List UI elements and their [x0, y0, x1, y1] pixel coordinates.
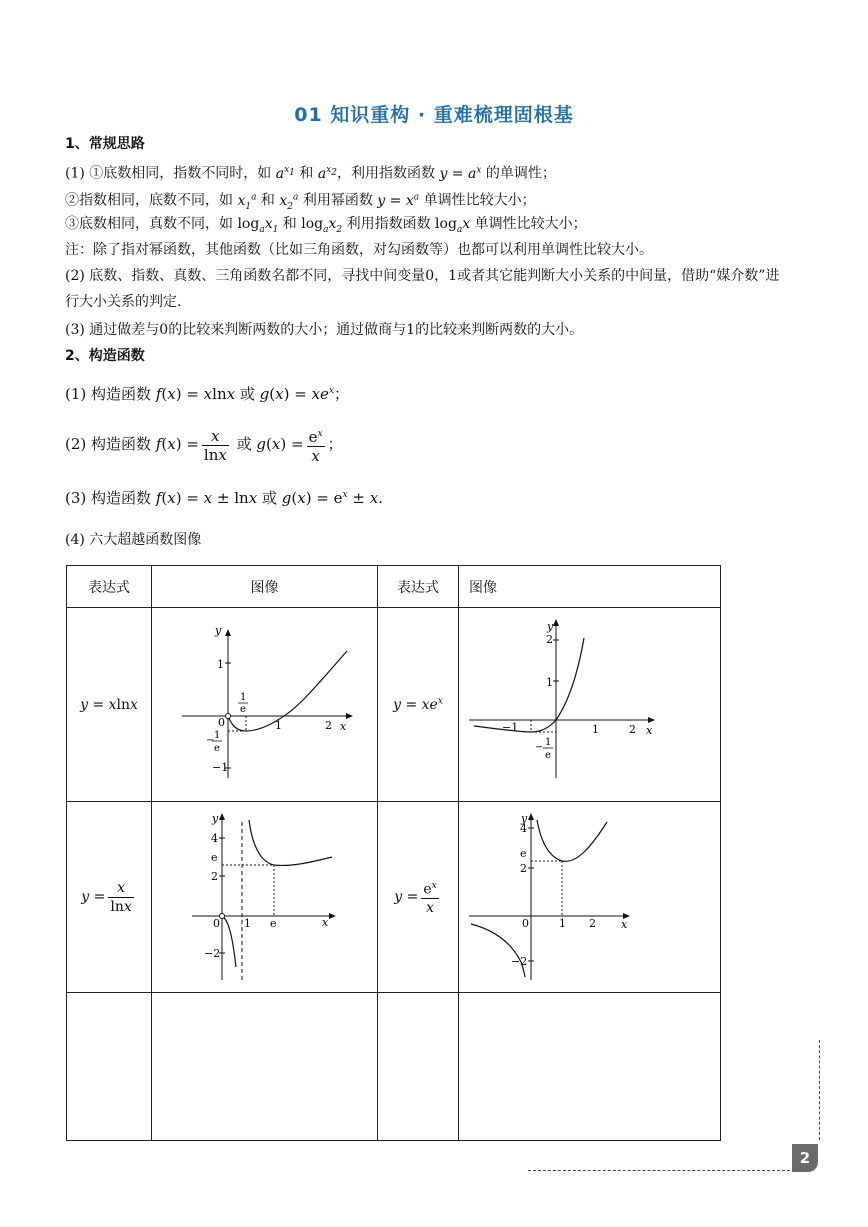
formula-log-x1: $\log_ax_1$	[237, 216, 279, 235]
tick-y-neg1: −1	[212, 761, 229, 774]
graph-ex-over-x-svg	[459, 802, 720, 988]
graph-x-over-lnx	[152, 802, 378, 993]
tick-1: 1	[559, 917, 566, 930]
frac-1e-den: e	[240, 704, 246, 715]
tick-y-neg2: −2	[204, 947, 221, 960]
tick-y1: 1	[217, 658, 224, 671]
formula-x2-a: $x_2^a$	[279, 192, 299, 212]
label-origin: 0	[218, 716, 225, 729]
rule-3-text-a: ③底数相同，真数不同，如	[65, 216, 233, 232]
label-x: x	[646, 724, 653, 737]
empty-cell	[152, 993, 378, 1141]
graph-xex-svg	[459, 608, 720, 797]
frac-neg1e-minus: −	[206, 735, 215, 746]
header-expression-1: 表达式	[67, 566, 152, 608]
page-number: 2	[792, 1144, 818, 1172]
label-y: y	[547, 620, 554, 633]
rule-1-text-c: ，利用指数函数	[336, 165, 435, 182]
construct-2-text-c: ；	[327, 435, 343, 453]
tick-y2: 2	[211, 870, 218, 883]
formula-f-xlnx: f(x) = xlnx	[155, 385, 236, 403]
formula-power-function: $y = x^a$	[377, 192, 420, 209]
curve-right-branch	[537, 820, 607, 861]
formula-a-x1: $a^{x_1}$	[275, 165, 295, 182]
label-y: y	[521, 812, 528, 825]
formula-f-x-over-lnx: f(x) = $\frac{x}{\ln x}$	[155, 426, 227, 464]
tick-y-e: e	[211, 851, 218, 864]
tick-y-neg2: −2	[511, 955, 528, 968]
curve-left-branch	[222, 916, 236, 967]
rule-3	[65, 214, 587, 240]
graph-x-over-lnx-svg	[152, 802, 377, 988]
graph-xex	[459, 608, 721, 802]
tick-neg1: −1	[502, 721, 519, 734]
header-graph-2: 图像	[459, 566, 721, 608]
frac-neg1e-minus: −	[535, 742, 544, 753]
frac-neg1e-num: 1	[545, 737, 552, 748]
expr-xlnx: y = xlnx	[67, 608, 152, 802]
label-x: x	[340, 720, 347, 733]
open-point	[226, 714, 231, 719]
rule-2	[65, 187, 536, 216]
label-x: x	[322, 916, 329, 929]
graph-ex-over-x	[459, 802, 721, 993]
frac-1e-num: 1	[240, 692, 247, 703]
formula-g-xex: $g(x) = xe^x$	[259, 385, 334, 403]
curve-left-branch	[471, 924, 528, 977]
rule-p3: (3) 通过做差与0的比较来判断两数的大小；通过做商与1的比较来判断两数的大小。	[65, 322, 584, 338]
header-graph-1: 图像	[152, 566, 378, 608]
formula-exp-function: $y = a^x$	[439, 165, 482, 182]
frac-neg1e-den: e	[214, 743, 220, 754]
graph-xlnx-svg	[152, 608, 377, 797]
tick-y4: 4	[520, 822, 527, 835]
curve-xex	[474, 638, 584, 732]
frac-neg1e-den: e	[545, 750, 551, 761]
rule-1	[65, 160, 556, 184]
page-corner-dash-horizontal	[528, 1170, 790, 1171]
tick-y2: 2	[546, 633, 553, 646]
page-corner-dash-vertical	[819, 1040, 820, 1140]
rule-1-text-b: 和	[299, 165, 314, 182]
table-row	[67, 608, 721, 802]
formula-g-ex-pm-x: $g(x) = e^x \pm x$	[281, 489, 379, 507]
formula-a-x2: $a^{x_2}$	[317, 165, 337, 182]
table-header-row	[67, 566, 721, 608]
tick-e: e	[270, 917, 277, 930]
tick-y-e: e	[520, 847, 527, 860]
rule-3-text-b: 和	[282, 216, 297, 232]
label-y: y	[212, 812, 219, 825]
curve-right-branch	[249, 820, 332, 865]
rule-2-text-c: 利用幂函数	[302, 192, 373, 209]
expr-x-over-lnx: y = $\frac{x}{\ln x}$	[67, 802, 152, 993]
tick-1: 1	[244, 917, 251, 930]
rule-p2-line2: 行大小关系的判定.	[65, 294, 182, 310]
rule-1-text-a: (1) ①底数相同，指数不同时，如	[65, 165, 272, 182]
formula-x1-a: $x_1^a$	[237, 192, 257, 212]
label-x: x	[621, 918, 628, 931]
rule-1-text-d: 的单调性；	[485, 165, 556, 182]
section2-heading: 2、构造函数	[65, 348, 145, 364]
construct-2-text-a: (2) 构造函数	[65, 435, 152, 453]
open-point	[220, 914, 225, 919]
construct-2-text-b: 或	[236, 435, 252, 453]
rule-p2-line1: (2) 底数、指数、真数、三角函数名都不同，寻找中间变量0，1或者其它能判断大小关系的中间量，借助“媒介数”进	[65, 268, 780, 284]
label-origin: 0	[522, 917, 529, 930]
construct-1-text-c: ；	[333, 385, 349, 403]
page-title: 01 知识重构 · 重难梳理固根基	[294, 104, 574, 126]
tick-y1: 1	[546, 676, 553, 689]
rule-2-text-a: ②指数相同，底数不同，如	[65, 192, 233, 209]
rule-2-text-b: 和	[260, 192, 275, 209]
graph-xlnx	[152, 608, 378, 802]
tick-1: 1	[592, 723, 599, 736]
empty-cell	[378, 993, 459, 1141]
construct-1-text-a: (1) 构造函数	[65, 385, 152, 403]
tick-y2: 2	[520, 862, 527, 875]
empty-cell	[459, 993, 721, 1141]
tick-2: 2	[629, 723, 636, 736]
construct-4: (4) 六大超越函数图像	[65, 532, 202, 548]
rule-2-text-d: 单调性比较大小；	[423, 192, 536, 209]
tick-1: 1	[275, 719, 282, 732]
header-expression-2: 表达式	[378, 566, 459, 608]
expr-ex-over-x: y = $\frac{e^x}{x}$	[378, 802, 459, 993]
formula-f-x-pm-lnx: f(x) = x ± lnx	[155, 489, 258, 507]
label-y: y	[215, 624, 222, 637]
construct-3-text-c: .	[378, 489, 383, 507]
section1-heading: 1、常规思路	[65, 136, 145, 152]
construct-3-text-b: 或	[261, 489, 277, 507]
construct-3	[65, 485, 383, 508]
table-row	[67, 802, 721, 993]
tick-y4: 4	[211, 832, 218, 845]
construct-1-text-b: 或	[239, 385, 255, 403]
construct-3-text-a: (3) 构造函数	[65, 489, 152, 507]
empty-cell	[67, 993, 152, 1141]
tick-2: 2	[589, 917, 596, 930]
table-row-empty	[67, 993, 721, 1141]
formula-log-function: $\log_ax$	[435, 216, 471, 235]
rule-3-text-d: 单调性比较大小；	[474, 216, 587, 232]
construct-1	[65, 381, 349, 404]
formula-g-ex-over-x: g(x) = $\frac{e^x}{x}$	[256, 435, 327, 453]
formula-log-x2: $\log_ax_2$	[301, 216, 343, 235]
construct-2	[65, 424, 343, 465]
tick-2: 2	[325, 719, 332, 732]
function-graph-table	[66, 565, 721, 1141]
note-line: 注：除了指对幂函数，其他函数（比如三角函数，对勾函数等）也都可以利用单调性比较大小。	[65, 242, 653, 258]
rule-3-text-c: 利用指数函数	[346, 216, 431, 232]
expr-xex: $y = xe^x$	[378, 608, 459, 802]
frac-neg1e-num: 1	[214, 730, 221, 741]
label-origin: 0	[213, 917, 220, 930]
